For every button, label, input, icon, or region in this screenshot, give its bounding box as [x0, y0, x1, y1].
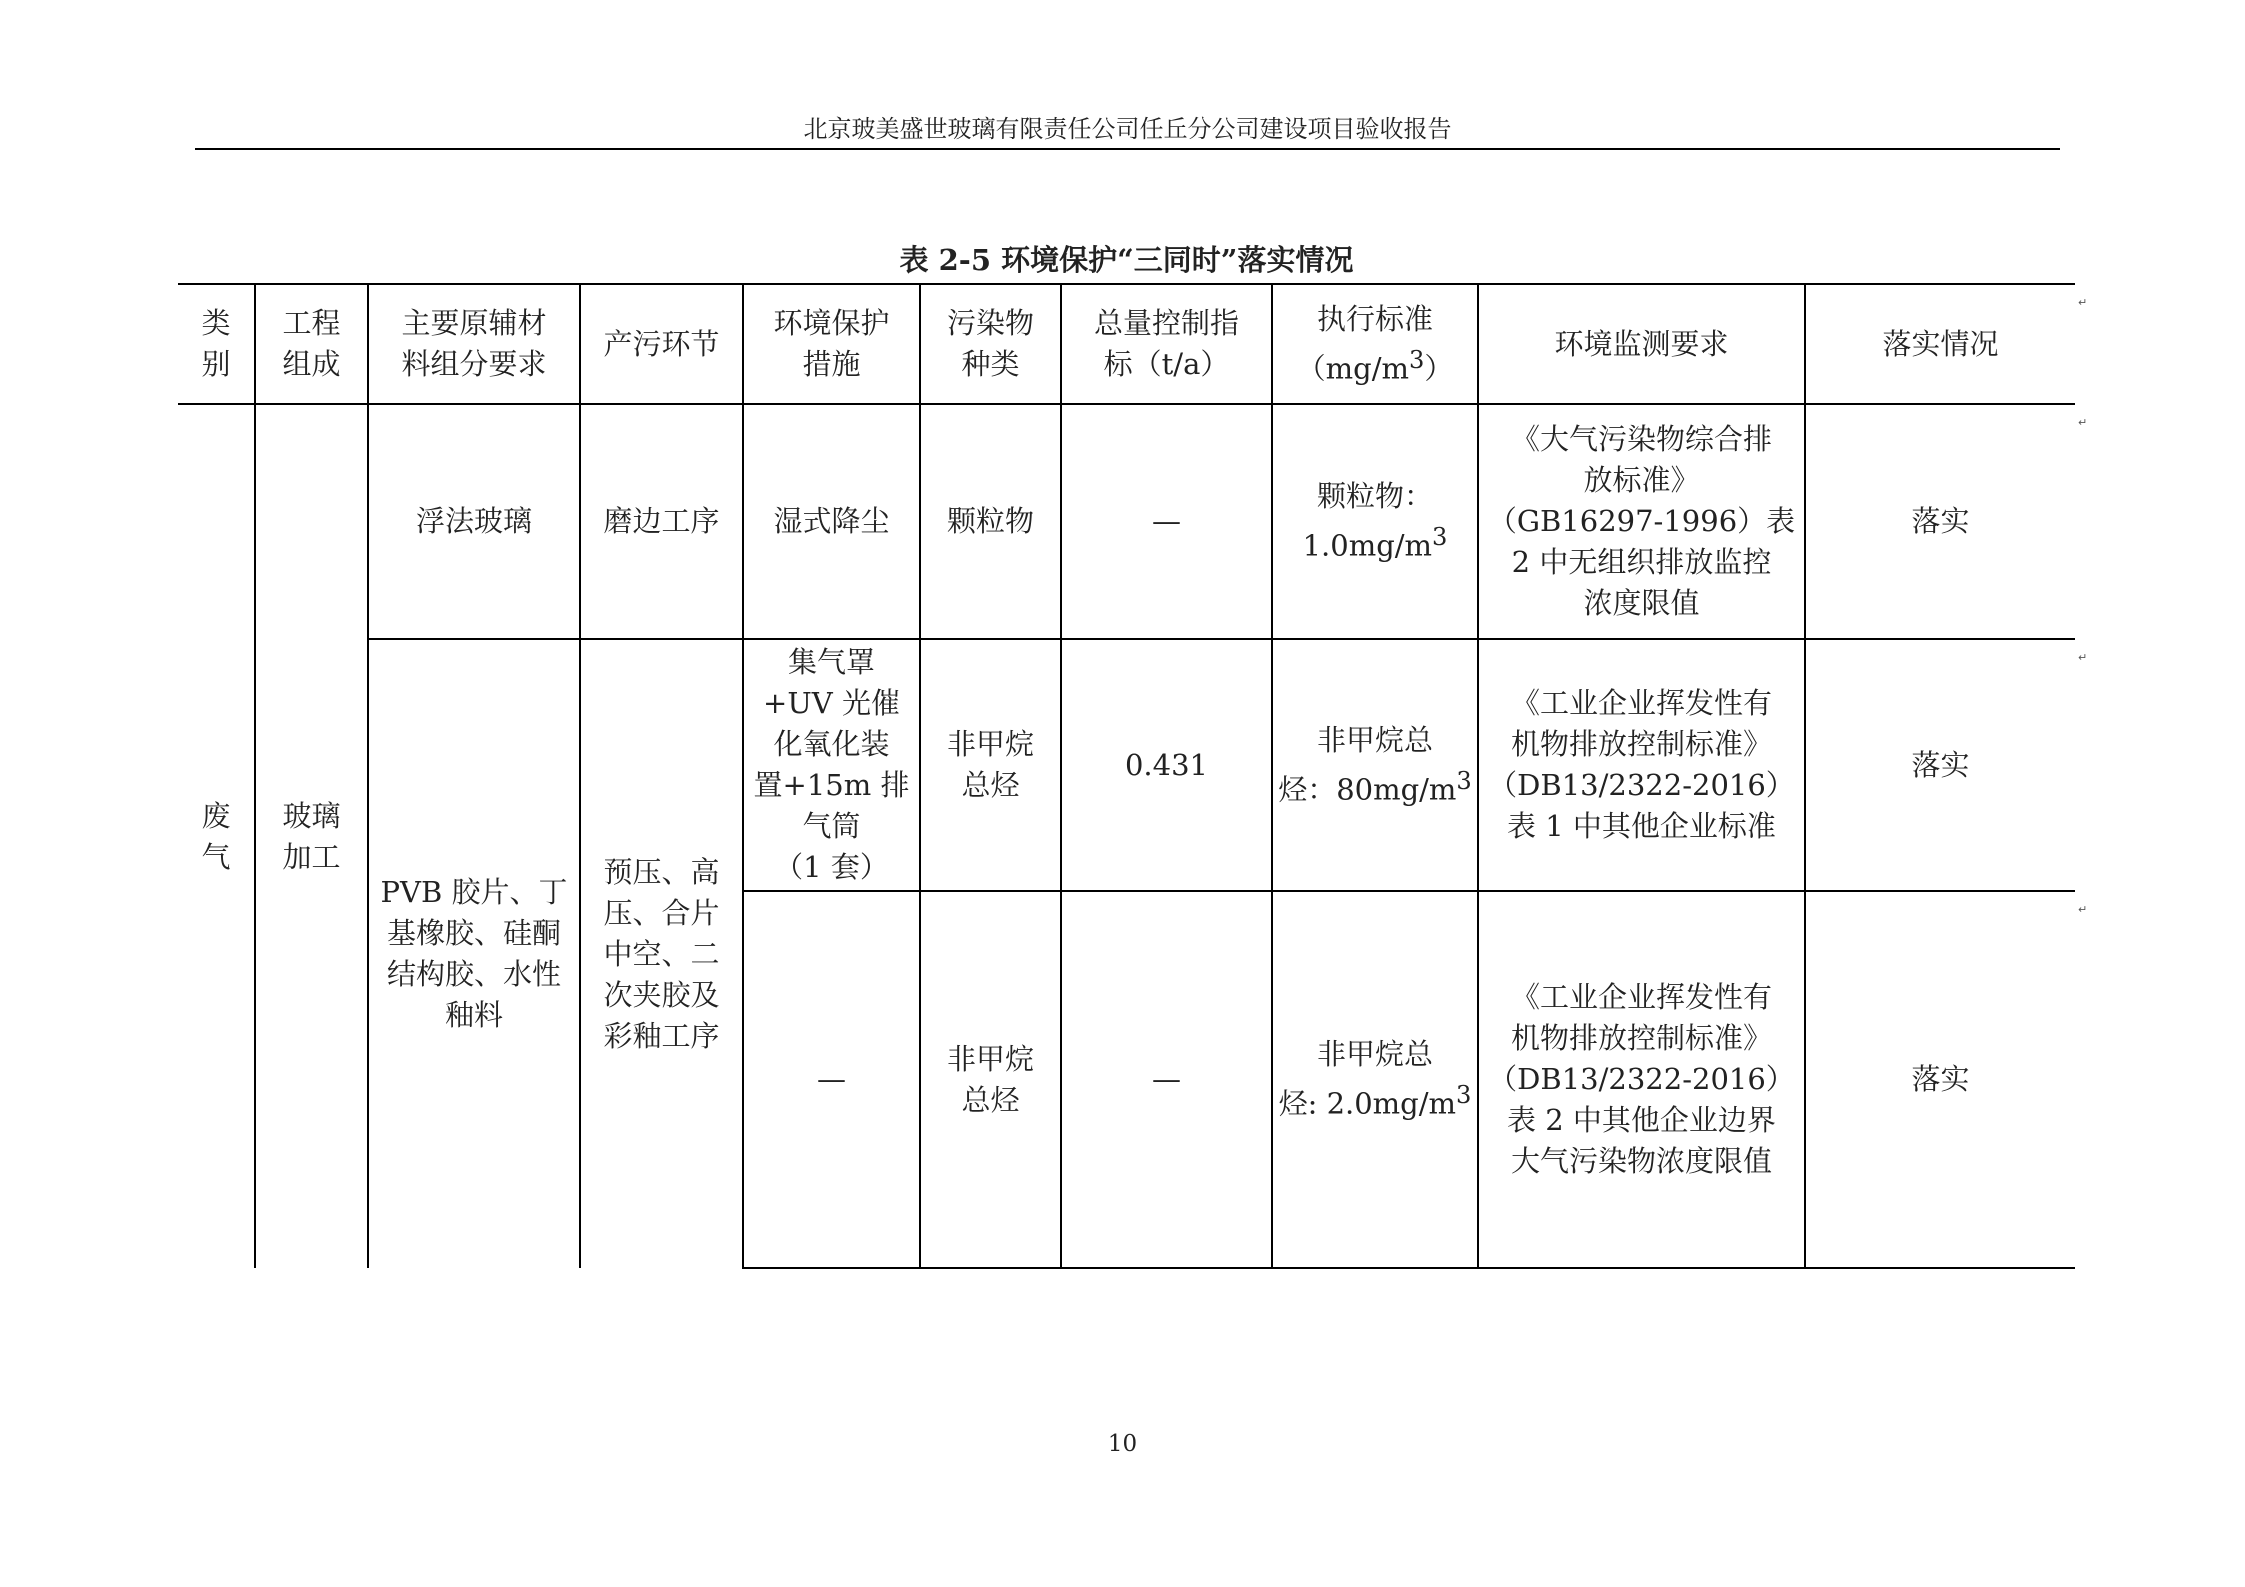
col-header-process: 产污环节 [580, 284, 743, 404]
col-header-total-control: 总量控制指 标（t/a） [1061, 284, 1272, 404]
cell-process: 预压、高 压、合片 中空、二 次夹胶及 彩釉工序 [580, 639, 743, 1268]
cell-total-control: 0.431 [1061, 639, 1272, 891]
cell-monitoring: 《工业企业挥发性有 机物排放控制标准》 （DB13/2322-2016） 表 1 中其他企业标准 [1478, 639, 1805, 891]
line-end-mark: ↵ [2078, 296, 2088, 309]
table-title: 表 2-5 环境保护“三同时”落实情况 [899, 243, 1354, 277]
cell-standard-sup: 3 [1456, 766, 1472, 795]
col-header-pollutant: 污染物 种类 [920, 284, 1061, 404]
cell-pollutant: 非甲烷 总烃 [920, 639, 1061, 891]
cell-standard [1272, 404, 1478, 639]
cell-standard-text: 颗粒物： 1.0mg/m [1302, 479, 1433, 563]
col-header-measures: 环境保护 措施 [743, 284, 920, 404]
col-header-standard-line1: 执行标准 [1316, 301, 1433, 336]
table-row [178, 404, 2075, 639]
page-number: 10 [1107, 1431, 1138, 1457]
cell-standard-sup: 3 [1432, 523, 1448, 552]
col-header-component: 工程 组成 [255, 284, 368, 404]
document-header: 北京玻美盛世玻璃有限责任公司任丘分公司建设项目验收报告 [803, 115, 1452, 143]
cell-standard [1272, 891, 1478, 1268]
cell-status: 落实 [1805, 891, 2075, 1268]
line-end-mark: ↵ [2078, 651, 2088, 664]
col-header-standard [1272, 284, 1478, 404]
col-header-standard-sup: 3 [1408, 345, 1425, 374]
cell-standard-text: 非甲烷总 烃：80mg/m [1278, 722, 1457, 807]
cell-process: 磨边工序 [580, 404, 743, 639]
cell-monitoring: 《大气污染物综合排 放标准》 （GB16297-1996）表 2 中无组织排放监控 浓度限值 [1478, 404, 1805, 639]
line-end-mark: ↵ [2078, 416, 2088, 429]
cell-status: 落实 [1805, 404, 2075, 639]
col-header-monitoring: 环境监测要求 [1478, 284, 1805, 404]
col-header-standard-close: ） [1424, 351, 1454, 386]
table-row [178, 639, 2075, 891]
cell-pollutant: 颗粒物 [920, 404, 1061, 639]
cell-status: 落实 [1805, 639, 2075, 891]
cell-measures: 湿式降尘 [743, 404, 920, 639]
cell-measures: — [743, 891, 920, 1268]
col-header-category: 类 别 [178, 284, 255, 404]
table-header-row [178, 284, 2075, 404]
cell-standard-text: 非甲烷总 烃: 2.0mg/m [1278, 1037, 1457, 1121]
cell-pollutant: 非甲烷 总烃 [920, 891, 1061, 1268]
col-header-status: 落实情况 [1805, 284, 2075, 404]
environmental-protection-table [178, 283, 2075, 1269]
cell-standard [1272, 639, 1478, 891]
cell-category: 废 气 [178, 404, 255, 1268]
line-end-mark: ↵ [2078, 903, 2088, 916]
cell-total-control: — [1061, 891, 1272, 1268]
header-rule [195, 148, 2060, 150]
col-header-standard-unit: （mg/m [1296, 351, 1409, 386]
cell-measures: 集气罩 +UV 光催 化氧化装 置+15m 排 气筒 （1 套） [743, 639, 920, 891]
col-header-materials: 主要原辅材 料组分要求 [368, 284, 580, 404]
cell-total-control: — [1061, 404, 1272, 639]
cell-standard-sup: 3 [1456, 1081, 1472, 1110]
cell-materials: 浮法玻璃 [368, 404, 580, 639]
cell-component: 玻璃 加工 [255, 404, 368, 1268]
cell-materials: PVB 胶片、丁 基橡胶、硅酮 结构胶、水性 釉料 [368, 639, 580, 1268]
cell-monitoring: 《工业企业挥发性有 机物排放控制标准》 （DB13/2322-2016） 表 2 中其他企业边界 大气污染物浓度限值 [1478, 891, 1805, 1268]
